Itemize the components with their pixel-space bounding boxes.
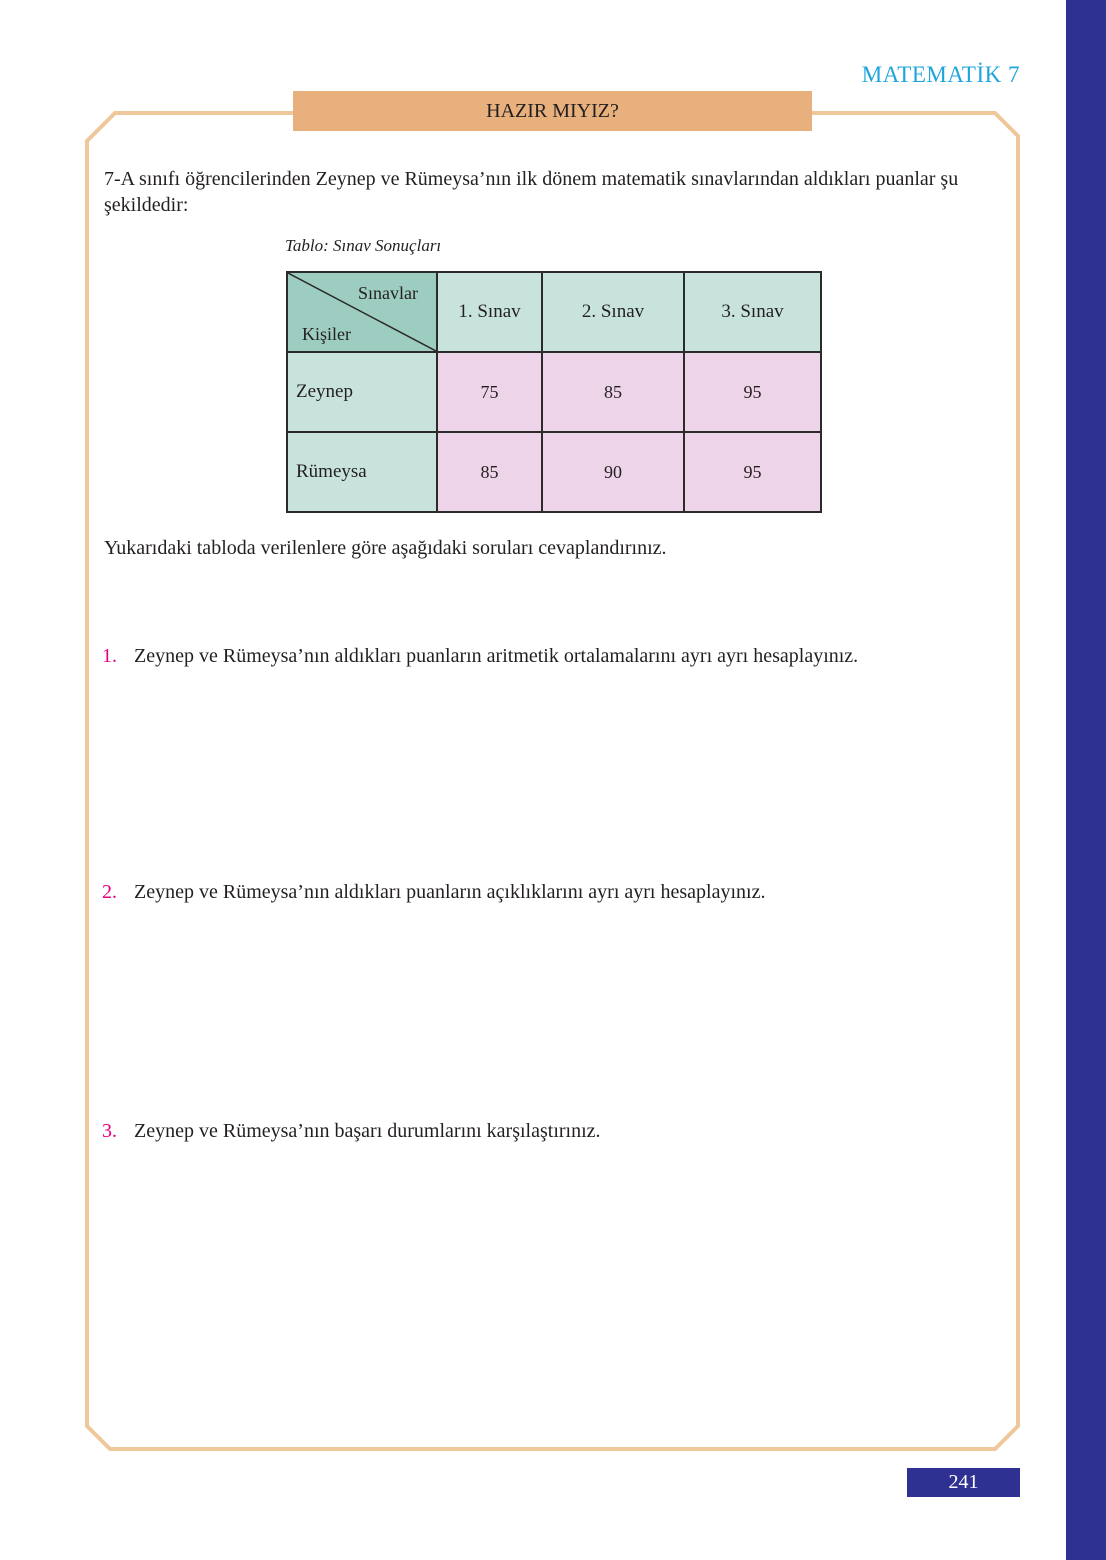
table-cell: 85 xyxy=(437,432,542,512)
question-number: 3. xyxy=(102,1120,117,1142)
table-corner-cell xyxy=(287,272,437,352)
question-number: 1. xyxy=(102,645,117,667)
table-cell: 95 xyxy=(684,352,821,432)
table-cell: 95 xyxy=(684,432,821,512)
book-title: MATEMATİK 7 xyxy=(861,62,1020,87)
table-cell: 75 xyxy=(437,352,542,432)
instruction-text: Yukarıdaki tabloda verilenlere göre aşağıdaki soruları cevaplandırınız. xyxy=(104,537,667,559)
page-number-box xyxy=(907,1468,1020,1497)
column-header: 1. Sınav xyxy=(437,272,542,352)
table-caption: Tablo: Sınav Sonuçları xyxy=(285,236,442,255)
question-text: Zeynep ve Rümeysa’nın başarı durumlarını karşılaştırınız. xyxy=(134,1120,601,1142)
score-table xyxy=(286,271,822,513)
corner-label-persons: Kişiler xyxy=(302,324,351,344)
table-cell: 85 xyxy=(542,352,684,432)
row-header: Zeynep xyxy=(287,352,437,432)
table-row xyxy=(287,352,821,432)
column-header: 2. Sınav xyxy=(542,272,684,352)
column-header: 3. Sınav xyxy=(684,272,821,352)
corner-label-exams: Sınavlar xyxy=(358,283,418,303)
question-2 xyxy=(102,881,765,904)
question-number: 2. xyxy=(102,881,117,903)
page-number: 241 xyxy=(948,1471,979,1493)
question-text: Zeynep ve Rümeysa’nın aldıkları puanların açıklıklarını ayrı ayrı hesaplayınız. xyxy=(134,881,766,903)
question-text: Zeynep ve Rümeysa’nın aldıkları puanların aritmetik ortalamalarını ayrı ayrı hesaplayınız. xyxy=(134,645,859,667)
section-title: HAZIR MIYIZ? xyxy=(486,99,619,122)
table-header-row xyxy=(287,272,821,352)
section-header xyxy=(293,91,812,131)
intro-paragraph: 7-A sınıfı öğrencilerinden Zeynep ve Rümeysa’nın ilk dönem matematik sınavlarından aldıkları puanlar şu şekildedir: xyxy=(104,168,959,216)
table-row xyxy=(287,432,821,512)
question-1 xyxy=(102,645,858,668)
row-header: Rümeysa xyxy=(287,432,437,512)
table-cell: 90 xyxy=(542,432,684,512)
question-3 xyxy=(102,1120,601,1143)
